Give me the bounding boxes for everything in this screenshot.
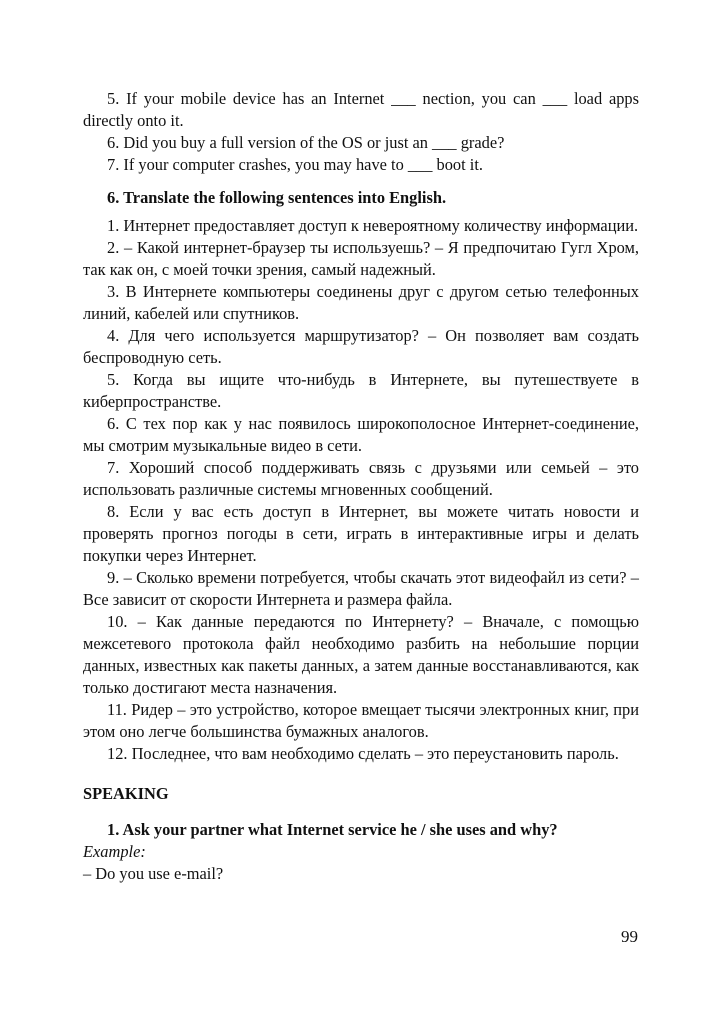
exercise5-item-5: 5. If your mobile device has an Internet ___ nection, you can ___ load apps directly onto it.: [83, 89, 639, 130]
sentence-12: 12. Последнее, что вам необходимо сделать – это переустановить пароль.: [107, 744, 619, 763]
sentence-3: 3. В Интернете компьютеры соединены друг с другом сетью телефонных линий, кабелей или спутников.: [83, 282, 639, 323]
sentence-6: 6. С тех пор как у нас появилось широкополосное Интернет-соединение, мы смотрим музыкальные видео в сети.: [83, 414, 639, 455]
sentence-1: 1. Интернет предоставляет доступ к невероятному количеству информации.: [107, 216, 639, 235]
example-line: – Do you use e-mail?: [83, 864, 224, 883]
exercise5-item-7: 7. If your computer crashes, you may have to ___ boot it.: [107, 155, 483, 174]
page-number: 99: [621, 927, 638, 946]
speaking-title: SPEAKING: [83, 784, 169, 803]
sentence-4: 4. Для чего используется маршрутизатор? – Он позволяет вам создать беспроводную сеть.: [83, 326, 639, 367]
page-content: [83, 88, 639, 885]
sentence-10: 10. – Как данные передаются по Интернету? – Вначале, с помощью межсетевого протокола файл необходимо разбить на небольшие порции данных, известных как пакеты данных, а затем данные восстанавливаются, как только достигают места назначения.: [83, 612, 639, 697]
sentence-8: 8. Если у вас есть доступ в Интернет, вы можете читать новости и проверять прогноз погоды в сети, играть в интерактивные игры и делать покупки через Интернет.: [83, 502, 639, 565]
sentence-7: 7. Хороший способ поддерживать связь с друзьями или семьей – это использовать различные системы мгновенных сообщений.: [83, 458, 639, 499]
sentence-9: 9. – Сколько времени потребуется, чтобы скачать этот видеофайл из сети? – Все зависит от скорости Интернета и размера файла.: [83, 568, 639, 609]
sentence-2: 2. – Какой интернет-браузер ты используешь? – Я предпочитаю Гугл Хром, так как он, с моей точки зрения, самый надежный.: [83, 238, 639, 279]
exercise6-heading: 6. Translate the following sentences into English.: [107, 188, 447, 207]
sentence-11: 11. Ридер – это устройство, которое вмещает тысячи электронных книг, при этом оно легче большинства бумажных аналогов.: [83, 700, 639, 741]
example-label: Example:: [83, 842, 146, 861]
speaking-task-1: 1. Ask your partner what Internet service he / she uses and why?: [107, 820, 558, 839]
sentence-5: 5. Когда вы ищите что-нибудь в Интернете, вы путешествуете в киберпространстве.: [83, 370, 639, 411]
exercise5-item-6: 6. Did you buy a full version of the OS or just an ___ grade?: [107, 133, 505, 152]
